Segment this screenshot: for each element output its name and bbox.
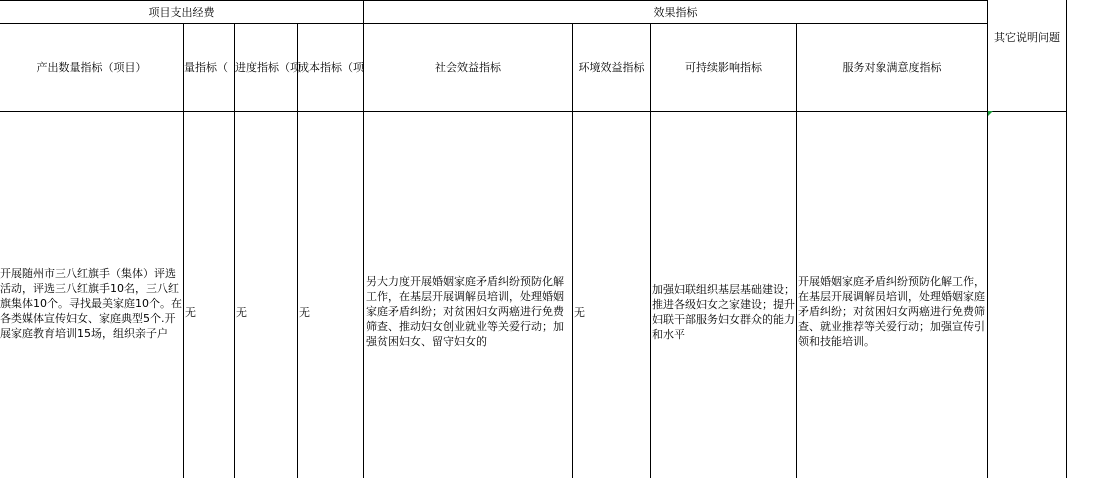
cell-progress-text: 无	[236, 306, 247, 319]
cell-env-benefit[interactable]	[574, 305, 649, 321]
cell-cost-text: 无	[299, 306, 310, 319]
cell-output-quantity-text: 开展随州市三八红旗手（集体）评选活动，评选三八红旗手10名，三八红旗集体10个。寻找最美家庭10个。在各类媒体宣传妇女、家庭典型5个.开展家庭教育培训15场，组织亲子户	[0, 267, 182, 340]
col-header-social-benefit[interactable]	[364, 24, 572, 111]
col-header-social-benefit-label: 社会效益指标	[435, 61, 501, 74]
header-project-expense-label: 项目支出经费	[148, 5, 215, 19]
header-other-notes-label: 其它说明问题	[994, 31, 1060, 44]
cell-indicator-triangle	[988, 111, 993, 116]
cell-progress[interactable]	[236, 305, 296, 321]
cell-social-benefit-text: 另大力度开展婚姻家庭矛盾纠纷预防化解工作，在基层开展调解员培训，处理婚姻家庭矛盾纠纷；对贫困妇女两癌进行免费筛查、推动妇女创业就业等关爱行动；加强贫困妇女、留守妇女的	[366, 275, 564, 348]
cell-satisfaction[interactable]	[798, 274, 986, 348]
cell-cost[interactable]	[299, 305, 362, 321]
cell-quality[interactable]	[185, 305, 233, 321]
header-effect-indicators-label: 效果指标	[653, 5, 698, 19]
col-header-cost[interactable]	[298, 24, 363, 111]
col-header-progress-label: 进度指标（项	[235, 61, 301, 74]
col-line-9	[1066, 0, 1067, 478]
col-header-cost-label: 成本指标（项	[298, 61, 364, 74]
cell-sustainable-text: 加强妇联组织基层基础建设；推进各级妇女之家建设；提升妇联干部服务妇女群众的能力和水平	[652, 283, 795, 341]
col-header-satisfaction[interactable]	[797, 24, 987, 111]
col-header-output-quantity-label: 产出数量指标（项目）	[36, 61, 147, 74]
col-header-quality-label: 量指标（	[184, 61, 228, 74]
col-header-sustainable[interactable]	[651, 24, 796, 111]
col-header-quality[interactable]	[184, 24, 234, 111]
col-header-env-benefit-label: 环境效益指标	[578, 61, 645, 74]
col-header-progress[interactable]	[235, 24, 301, 111]
header-project-expense[interactable]	[0, 1, 363, 23]
header-effect-indicators[interactable]	[364, 1, 987, 23]
cell-quality-text: 无	[185, 306, 196, 319]
row-line-header2	[0, 111, 1066, 112]
cell-output-quantity[interactable]	[0, 266, 183, 356]
col-header-output-quantity[interactable]	[0, 24, 183, 111]
col-header-sustainable-label: 可持续影响指标	[685, 61, 762, 74]
cell-social-benefit[interactable]	[366, 274, 571, 350]
cell-sustainable[interactable]	[652, 282, 795, 344]
cell-satisfaction-text: 开展婚姻家庭矛盾纠纷预防化解工作，在基层开展调解员培训，处理婚姻家庭矛盾纠纷；对贫困妇女两癌进行免费筛查、就业推荐等关爱行动；加强宣传引领和技能培训。	[798, 275, 985, 348]
col-header-satisfaction-label: 服务对象满意度指标	[842, 61, 942, 74]
col-header-env-benefit[interactable]	[573, 24, 650, 111]
cell-env-benefit-text: 无	[574, 306, 585, 319]
cell-other-notes[interactable]	[988, 112, 1066, 478]
header-other-notes[interactable]	[988, 30, 1066, 60]
